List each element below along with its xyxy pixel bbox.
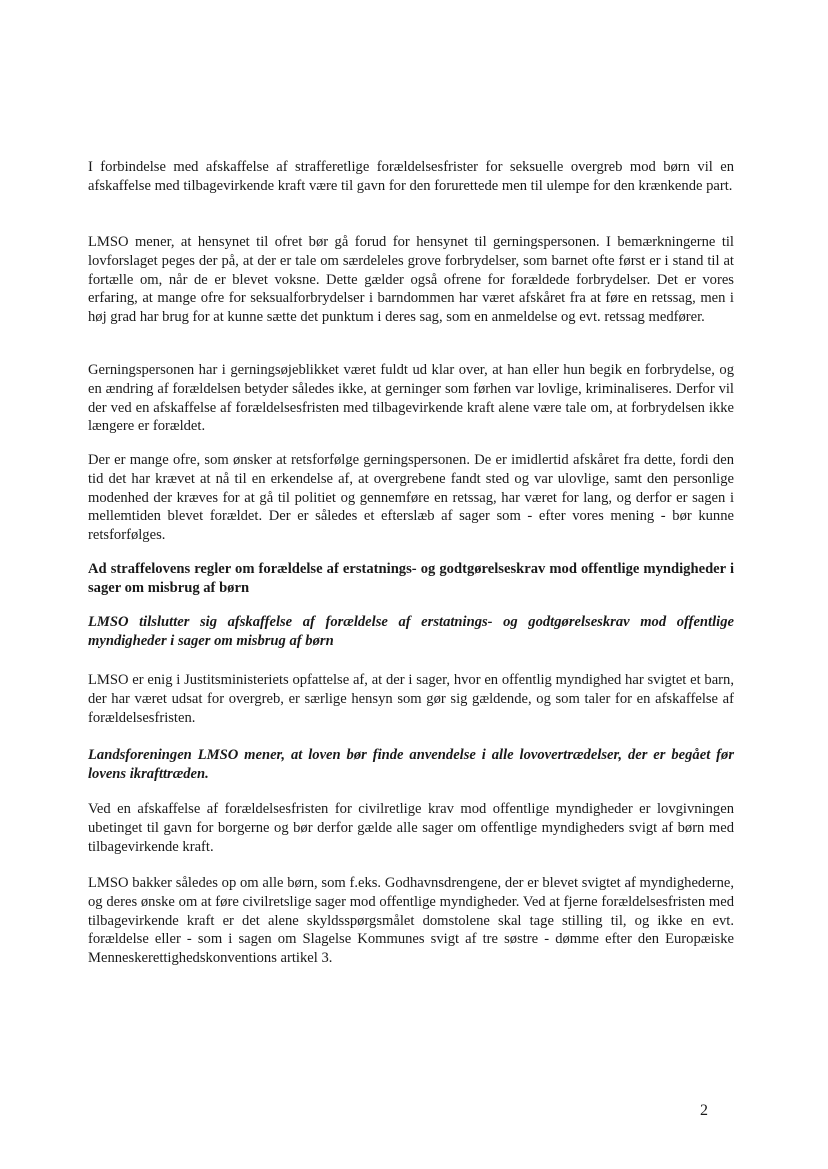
paragraph-victims-prosecution: Der er mange ofre, som ønsker at retsforfølge gerningspersonen. De er imidlertid afskåret fra dette, fordi den tid det har krævet at nå til en erkendelse af, at overgrebene fandt sted og var ulovlige, samt den personlige modenhed der kræves for at gå til politiet og gennemføre en retssag, har været for lang, og derfor er sagen i mellemtiden blevet forældet. Der er således et efterslæb af sager som - efter vores mening - bør kunne retsforfølges. — [88, 452, 734, 544]
paragraph-perpetrator-awareness: Gerningspersonen har i gerningsøjeblikket været fuldt ud klar over, at han eller hun begik en forbrydelse, og en ændring af forældelsen betyder således ikke, at gerninger som førhen var lovlige, kriminaliseres. Derfor vil der ved en afskaffelse af forældelsesfristen med tilbagevirkende kraft alene være tale om, at forbrydelsen ikke længere er forældet. — [88, 362, 734, 435]
paragraph-lmso-agrees: LMSO er enig i Justitsministeriets opfattelse af, at der i sager, hvor en offentlig myndighed har svigtet et barn, der har været udsat for overgreb, er særlige hensyn som gør sig gældende, og som taler for en afskaffelse af forældelsesfristen. — [88, 672, 734, 726]
section-heading-compensation-claims: Ad straffelovens regler om forældelse af erstatnings- og godtgørelseskrav mod offentlige myndigheder i sager om misbrug af børn — [88, 561, 734, 596]
paragraph-victim-priority: LMSO mener, at hensynet til ofret bør gå forud for hensynet til gerningspersonen. I bemærkningerne til lovforslaget peges der på, at der er tale om særdeleles grove forbrydelser, som barnet ofte først er i stand til at fortælle om, når de er blevet voksne. Dette gælder også ofrene for forældede forbrydelser. Det er vores erfaring, at mange ofre for seksualforbrydelser i barndommen har været afskåret fra at føre en retssag, men i høj grad har brug for at kunne sætte det punktum i deres sag, som en anmeldelse og evt. retssag medfører. — [88, 234, 734, 326]
paragraph-civil-claims: Ved en afskaffelse af forældelsesfristen for civilretlige krav mod offentlige myndigheder er lovgivningen ubetinget til gavn for borgerne og bør derfor gælde alle sager om offentlige myndigheders svigt af børn med tilbagevirkende kraft. — [88, 801, 734, 855]
paragraph-statute-limitations-intro: I forbindelse med afskaffelse af strafferetlige forældelsesfrister for seksuelle overgreb mod børn vil en afskaffelse med tilbagevirkende kraft være til gavn for den forurettede men til ulempe for den krænkende part. — [88, 159, 734, 194]
paragraph-godhavn-boys: LMSO bakker således op om alle børn, som f.eks. Godhavnsdrengene, der er blevet svigtet af myndighederne, og deres ønske om at føre civilretslige sager mod offentlige myndigheder. Ved at fjerne forældelsesfristen med tilbagevirkende kraft er det alene skyldsspørgsmålet domstolene skal tage stilling til, og ikke en evt. forældelse eller - som i sagen om Slagelse Kommunes svigt af tre søstre - dømme efter den Europæiske Menneskerettighedskonventions artikel 3. — [88, 875, 734, 967]
italic-heading-lmso-supports: LMSO tilslutter sig afskaffelse af forældelse af erstatnings- og godtgørelseskrav mod offentlige myndigheder i sager om misbrug af børn — [88, 614, 734, 649]
page-number: 2 — [700, 1102, 708, 1119]
italic-heading-retroactive-application: Landsforeningen LMSO mener, at loven bør finde anvendelse i alle lovovertrædelser, der er begået før lovens ikrafttræden. — [88, 747, 734, 782]
